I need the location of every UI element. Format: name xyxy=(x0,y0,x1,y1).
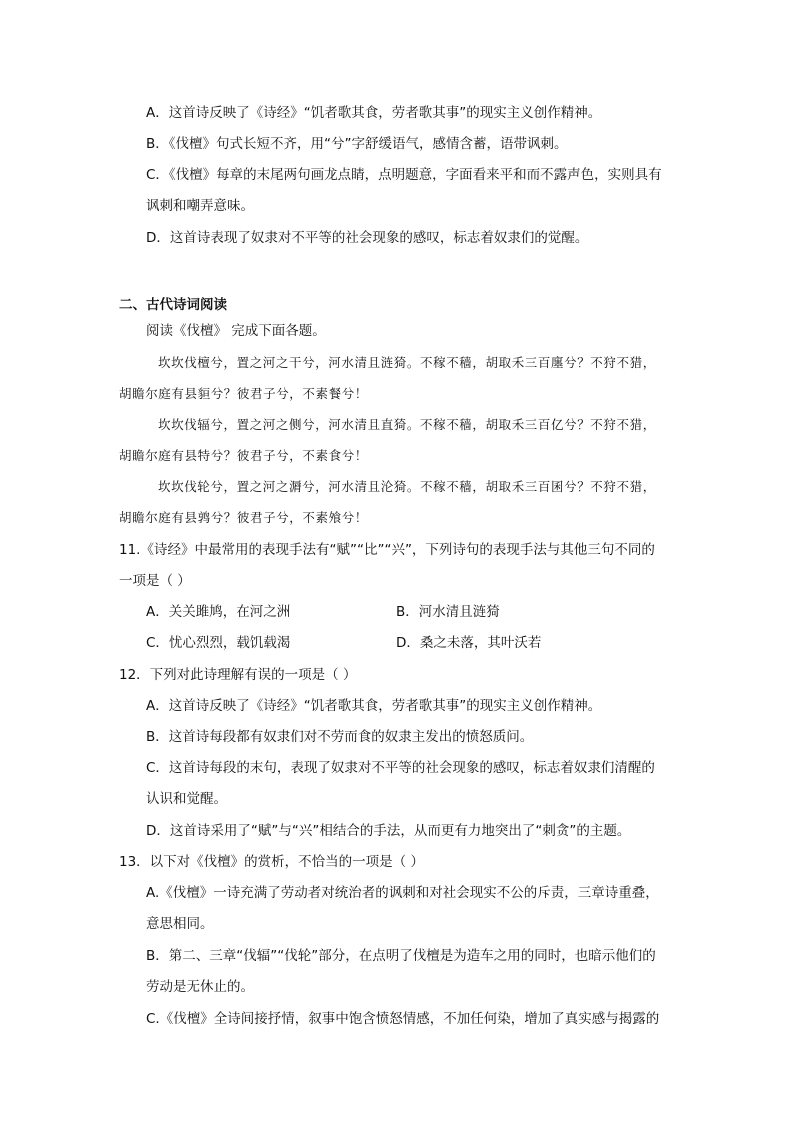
q13-option-b-line1: B．第二、三章“伐辐”“伐轮”部分，在点明了伐檀是为造车之用的同时，也暗示他们的 xyxy=(146,948,656,964)
q11-option-d: D．桑之未落，其叶沃若 xyxy=(396,635,542,651)
prev-option-d: D．这首诗表现了奴隶对不平等的社会现象的感叹，标志着奴隶们的觉醒。 xyxy=(146,230,589,246)
q12-option-c-line2: 认识和觉醒。 xyxy=(146,791,227,807)
poem-stanza1-line1: 坎坎伐檀兮，置之河之干兮，河水清且涟猗。不稼不穑，胡取禾三百廛兮？不狩不猎， xyxy=(158,355,656,370)
prev-option-a: A．这首诗反映了《诗经》“饥者歌其食，劳者歌其事”的现实主义创作精神。 xyxy=(146,105,602,121)
q11-option-a: A．关关雎鸠，在河之洲 xyxy=(146,604,291,620)
prev-option-c-line1: C．《伐檀》每章的末尾两句画龙点睛，点明题意，字面看来平和而不露声色，实则具有 xyxy=(146,167,662,183)
poem-stanza2-line1: 坎坎伐辐兮，置之河之侧兮，河水清且直猗。不稼不穑，胡取禾三百亿兮？不狩不猎， xyxy=(158,417,656,432)
poem-stanza1-line2: 胡瞻尔庭有县貆兮？彼君子兮，不素餐兮！ xyxy=(119,386,368,401)
q13-option-b-line2: 劳动是无休止的。 xyxy=(146,979,254,995)
q11-stem-line2: 一项是（ ） xyxy=(119,573,191,589)
poem-stanza3-line1: 坎坎伐轮兮，置之河之漘兮，河水清且沦猗。不稼不穑，胡取禾三百囷兮？不狩不猎， xyxy=(158,479,656,494)
q12-option-c-line1: C．这首诗每段的末句，表现了奴隶对不平等的社会现象的感叹，标志着奴隶们清醒的 xyxy=(146,760,655,776)
prev-option-b: B．《伐檀》句式长短不齐，用“兮”字舒缓语气，感情含蓄，语带讽刺。 xyxy=(146,136,568,152)
q11-option-c: C．忧心烈烈，载饥载渴 xyxy=(146,635,291,651)
q11-stem-line1: 11.《诗经》中最常用的表现手法有“赋”“比”“兴”，下列诗句的表现手法与其他三句不同的 xyxy=(119,542,655,558)
poem-stanza2-line2: 胡瞻尔庭有县特兮？彼君子兮，不素食兮！ xyxy=(119,448,368,463)
prev-option-c-line2: 讽刺和嘲弄意味。 xyxy=(146,198,254,214)
q13-option-a-line2: 意思相同。 xyxy=(146,916,214,932)
q12-option-d: D．这首诗采用了“赋”与“兴”相结合的手法，从而更有力地突出了“刺贪”的主题。 xyxy=(146,823,631,839)
q11-option-b: B．河水清且涟猗 xyxy=(396,604,500,620)
q12-option-a: A．这首诗反映了《诗经》“饥者歌其食，劳者歌其事”的现实主义创作精神。 xyxy=(146,698,602,714)
section-title: 二、古代诗词阅读 xyxy=(119,297,227,313)
q13-option-c-line1: C.《伐檀》全诗间接抒情，叙事中饱含愤怒情感，不加任何染，增加了真实感与揭露的 xyxy=(146,1011,660,1027)
q13-stem: 13．以下对《伐檀》的赏析，不恰当的一项是（ ） xyxy=(119,854,424,870)
section-instruction: 阅读《伐檀》 完成下面各题。 xyxy=(146,323,326,339)
q12-stem: 12．下列对此诗理解有误的一项是（ ） xyxy=(119,667,357,683)
poem-stanza3-line2: 胡瞻尔庭有县鹑兮？彼君子兮，不素飧兮！ xyxy=(119,510,368,525)
q13-option-a-line1: A.《伐檀》一诗充满了劳动者对统治者的讽刺和对社会现实不公的斥责，三章诗重叠， xyxy=(146,885,659,901)
q12-option-b: B．这首诗每段都有奴隶们对不劳而食的奴隶主发出的愤怒质问。 xyxy=(146,729,534,745)
